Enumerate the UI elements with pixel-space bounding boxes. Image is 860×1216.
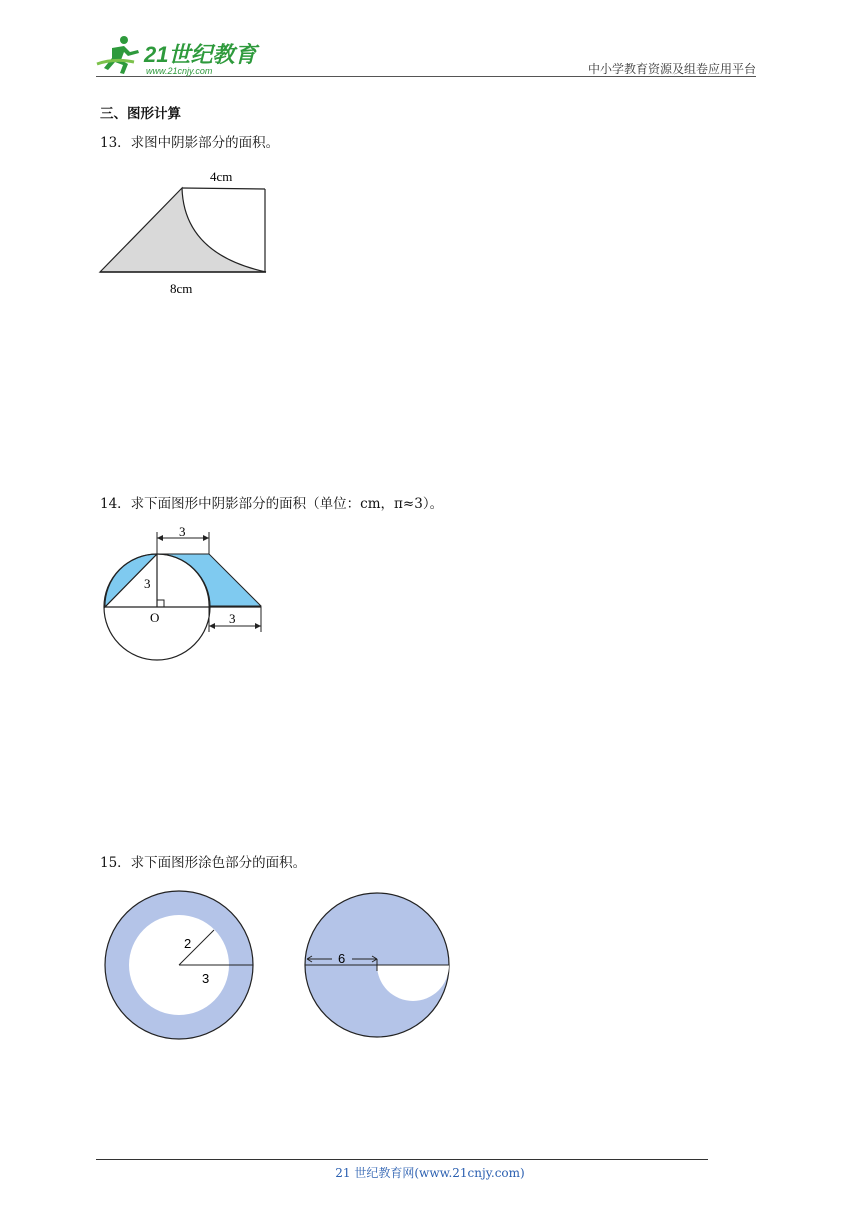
question-13-figure <box>96 166 276 302</box>
logo-text: 21世纪教育 <box>144 42 257 67</box>
q13-bottom-label: 8cm <box>170 281 193 296</box>
header-divider <box>96 76 756 77</box>
question-15-text: 15．求下面图形涂色部分的面积。 <box>100 855 307 871</box>
q13-shaded-region <box>100 188 266 272</box>
question-14-text: 14．求下面图形中阴影部分的面积（单位：cm，π≈3）。 <box>100 496 444 512</box>
q14-top-label: 3 <box>179 524 186 539</box>
q14-center-label: O <box>150 610 160 625</box>
q14-left-label: 3 <box>144 576 151 591</box>
logo-url: www.21cnjy.com <box>146 66 213 76</box>
q15-left-outer-label: 3 <box>202 971 210 986</box>
q13-top-label: 4cm <box>210 169 233 184</box>
q15-left-inner-label: 2 <box>184 936 192 951</box>
question-14-figure <box>96 522 276 670</box>
footer-divider <box>96 1159 708 1160</box>
footer-text: 21 世纪教育网(www.21cnjy.com) <box>335 1166 525 1180</box>
q15-right-diameter-label: 6 <box>338 951 346 966</box>
q14-right-angle <box>157 600 164 607</box>
question-15-figure <box>100 886 460 1050</box>
site-logo <box>94 34 264 78</box>
runner-logo-icon <box>94 34 264 78</box>
header-platform-text: 中小学教育资源及组卷应用平台 <box>587 62 756 76</box>
section-title: 三、图形计算 <box>100 106 181 122</box>
q14-right-label: 3 <box>229 611 236 626</box>
question-13-text: 13．求图中阴影部分的面积。 <box>100 135 280 151</box>
q13-top-edge <box>182 188 265 189</box>
